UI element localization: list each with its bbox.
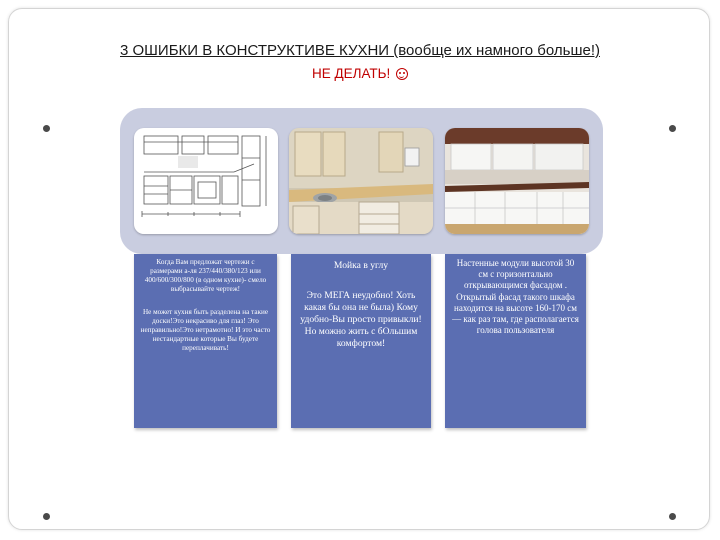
card-text: Не может кухня быть разделена на такие доски!Это некрасиво для глаз! Это неправильно!Это нетрамотно! И это часто нестандартные которые Вы будете переплачивать! bbox=[140, 308, 271, 352]
mistake-card-drawings bbox=[134, 254, 277, 428]
card-text: Настенные модули высотой 30 см с горизонтально открывающимся фасадом . Открытый фасад такого шкафа находится на высоте 160-170 см — как раз там, где располагается голова пользователя bbox=[452, 258, 579, 336]
card-text: Это МЕГА неудобно! Хоть какая бы она не была) Кому удобно-Вы просто привыкли! Но можно жить с бОльшим комфортом! bbox=[300, 290, 422, 349]
wall-cabinets-kitchen-photo bbox=[445, 128, 589, 234]
kitchen-drawing-image bbox=[134, 128, 278, 234]
card-text: Когда Вам предложат чертежи с размерами а-ля 237/440/380/123 или 400/600/300/800 (в одном кухне)- смело выбрасывайте чертеж! bbox=[144, 258, 267, 293]
smiley-icon bbox=[396, 68, 408, 80]
corner-sink-kitchen-photo bbox=[289, 128, 433, 234]
frame-dot-top-left bbox=[43, 125, 50, 132]
subtitle-text: НЕ ДЕЛАТЬ! bbox=[311, 66, 391, 81]
slide-subtitle bbox=[0, 66, 720, 81]
mistake-card-wall-modules bbox=[445, 254, 586, 428]
slide-title: 3 ОШИБКИ В КОНСТРУКТИВЕ КУХНИ (вообще их намного больше!) bbox=[120, 42, 600, 59]
mistake-card-corner-sink bbox=[291, 254, 431, 428]
frame-dot-bottom-left bbox=[43, 513, 50, 520]
frame-dot-bottom-right bbox=[669, 513, 676, 520]
frame-dot-top-right bbox=[669, 125, 676, 132]
card-heading: Мойка в углу bbox=[333, 260, 389, 271]
